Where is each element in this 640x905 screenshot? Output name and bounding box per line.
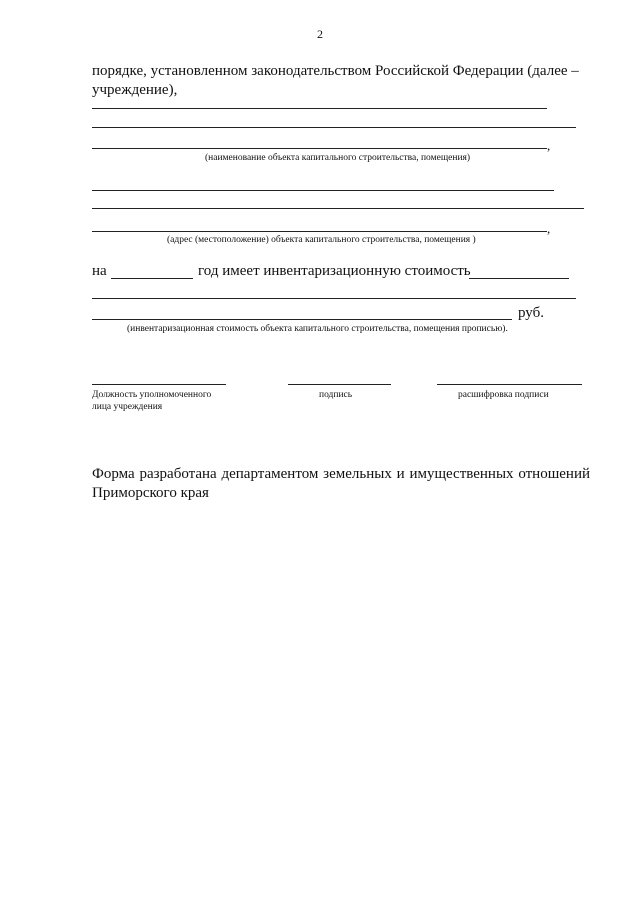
value-caption: (инвентаризационная стоимость объекта капитального строительства, помещения прописью).: [127, 324, 508, 334]
blank-line: [92, 298, 576, 299]
intro-line-2: учреждение),: [92, 82, 178, 98]
signature-field[interactable]: [288, 384, 391, 385]
intro-line-1: порядке, установленном законодательством Российской Федерации (далее –: [92, 63, 579, 79]
decoding-field[interactable]: [437, 384, 582, 385]
intro-text: [92, 62, 579, 100]
blank-line: [92, 190, 554, 191]
blank-line: [92, 148, 547, 149]
currency-suffix: руб.: [518, 305, 544, 321]
address-caption: (адрес (местоположение) объекта капитального строительства, помещения ): [167, 235, 476, 245]
blank-line: [92, 108, 547, 109]
trailing-comma: ,: [547, 138, 551, 153]
blank-line: [92, 208, 584, 209]
blank-line: [92, 127, 576, 128]
footer-line-1: Форма разработана департаментом земельных и имущественных отношений: [92, 466, 590, 482]
decoding-caption: расшифровка подписи: [458, 390, 549, 400]
footer-line-2: Приморского края: [92, 485, 209, 501]
value-middle-text: год имеет инвентаризационную стоимость: [198, 263, 471, 279]
position-caption-line-1: Должность уполномоченного: [92, 390, 212, 400]
footer-text: [92, 465, 590, 503]
value-prefix: на: [92, 263, 107, 279]
position-caption: [92, 389, 211, 413]
blank-line: [92, 231, 547, 232]
signature-caption: подпись: [319, 390, 353, 400]
value-field[interactable]: [469, 278, 569, 279]
trailing-comma: ,: [547, 221, 551, 236]
object-caption: (наименование объекта капитального строительства, помещения): [205, 153, 471, 163]
page-number: 2: [317, 27, 323, 41]
position-caption-line-2: лица учреждения: [92, 402, 163, 412]
position-field[interactable]: [92, 384, 226, 385]
blank-line: [92, 319, 512, 320]
year-field[interactable]: [111, 278, 193, 279]
